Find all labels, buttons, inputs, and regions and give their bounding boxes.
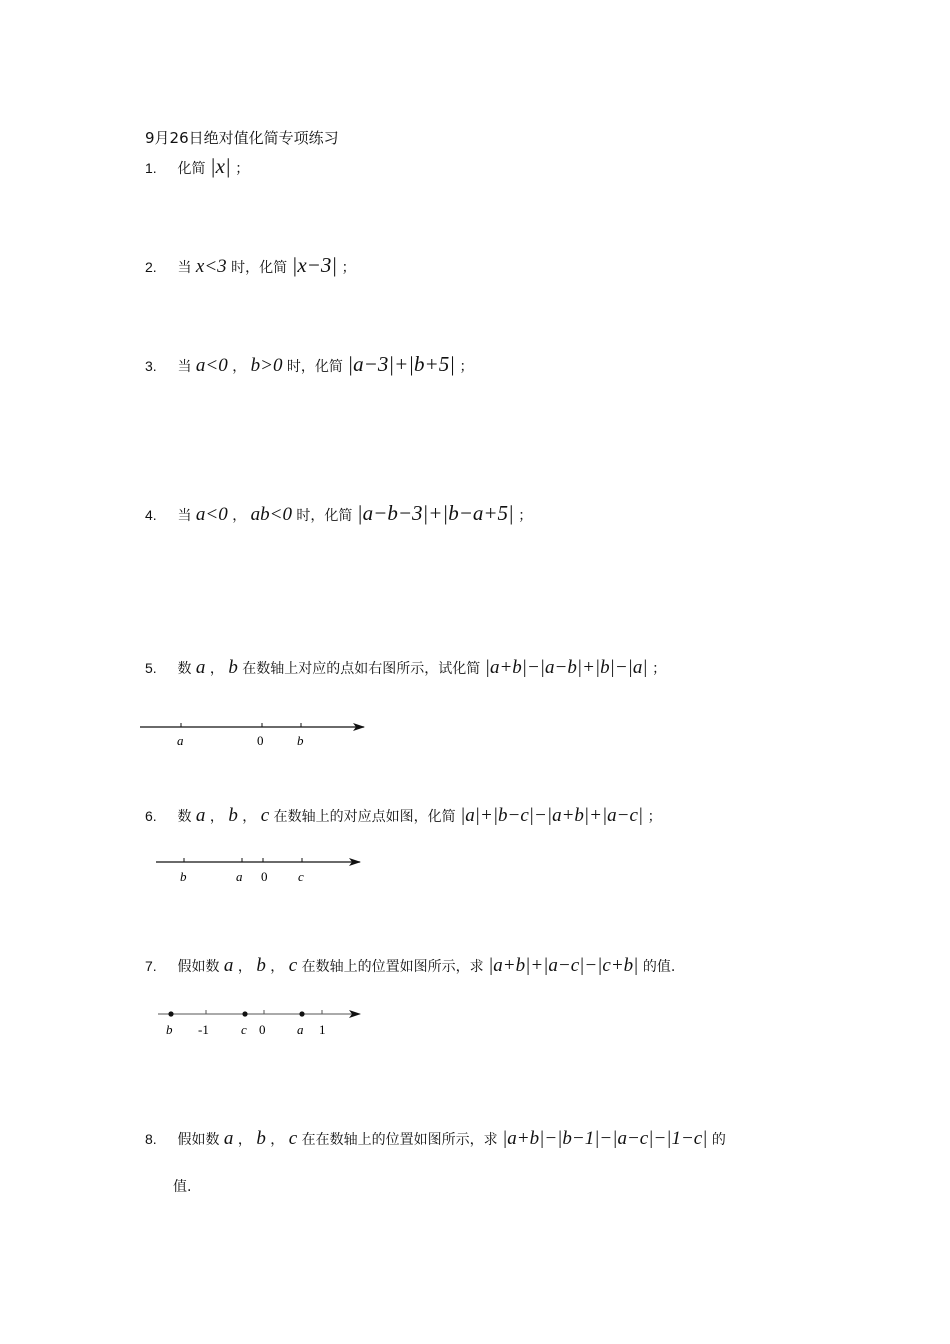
problem-number: 4.	[145, 507, 157, 523]
math-expression: c	[288, 1128, 298, 1149]
problem-text: ，	[270, 1132, 285, 1148]
problem-number: 7.	[145, 958, 157, 974]
math-expression: a	[195, 805, 206, 826]
problem-text: ，	[237, 1132, 252, 1148]
axis-label-a: a	[236, 869, 243, 884]
axis-label-zero: 0	[259, 1022, 266, 1037]
math-expression: |a|+|b−c|−|a+b|+|a−c|	[460, 805, 644, 826]
problem-text: 数	[177, 661, 192, 677]
problem-text: ，	[232, 359, 247, 375]
math-expression: c	[260, 805, 270, 826]
axis-label-c: c	[298, 869, 304, 884]
math-expression: |a−b−3|+|b−a+5|	[356, 501, 514, 525]
math-expression: |a+b|−|b−1|−|a−c|−|1−c|	[502, 1128, 708, 1149]
problem-text: ；	[652, 661, 667, 677]
axis-label-neg-one: -1	[198, 1022, 209, 1037]
math-expression: a<0	[195, 504, 228, 525]
number-line-5	[140, 723, 364, 748]
problem-text: ，	[209, 809, 224, 825]
worksheet-title: 9月26日绝对值化简专项练习	[145, 129, 339, 147]
problem-text: 数	[177, 809, 192, 825]
problem-text: 假如数	[177, 1132, 220, 1148]
math-expression: b	[256, 1128, 266, 1149]
axis-label-c: c	[241, 1022, 247, 1037]
problem-text: 在数轴上的位置如图所示，求	[301, 959, 484, 975]
problem-text: 当	[177, 508, 192, 524]
problem-text: 当	[177, 359, 192, 375]
axis-label-a: a	[177, 733, 184, 748]
math-expression: a	[223, 1128, 234, 1149]
problem-text: ，	[209, 661, 224, 677]
problem-text: 的值.	[642, 959, 676, 975]
problem-number: 2.	[145, 259, 157, 275]
point-c	[242, 1011, 247, 1016]
axis-label-one: 1	[319, 1022, 326, 1037]
problem-text: 时，化简	[296, 508, 353, 524]
problem-number: 5.	[145, 660, 157, 676]
number-line-7	[158, 1010, 360, 1037]
problem-text: 在数轴上的对应点如图，化简	[273, 809, 456, 825]
axis-label-b: b	[180, 869, 187, 884]
math-expression: |a+b|−|a−b|+|b|−|a|	[484, 657, 648, 678]
problem-number: 3.	[145, 358, 157, 374]
problem-text: ；	[647, 809, 662, 825]
axis-label-zero: 0	[257, 733, 264, 748]
problem-text: 在在数轴上的位置如图所示，求	[301, 1132, 498, 1148]
problem-text: ；	[235, 161, 250, 177]
problem-text: 在数轴上对应的点如右图所示，试化简	[242, 661, 481, 677]
problem-number: 6.	[145, 808, 157, 824]
math-expression: |a−3|+|b+5|	[347, 352, 455, 376]
number-line-6	[156, 858, 360, 884]
problem-text: ，	[270, 959, 285, 975]
math-expression: a	[195, 657, 206, 678]
math-expression: b	[256, 955, 266, 976]
problem-text: 时，化简	[286, 359, 343, 375]
math-expression: |x−3|	[291, 253, 338, 277]
problem-text: ，	[237, 959, 252, 975]
problem-text: ；	[341, 260, 356, 276]
math-expression: |x|	[209, 154, 231, 178]
axis-label-a: a	[297, 1022, 304, 1037]
problem-text: ；	[518, 508, 533, 524]
problem-text: 假如数	[177, 959, 220, 975]
math-expression: a	[223, 955, 234, 976]
axis-label-b: b	[297, 733, 304, 748]
math-expression: c	[288, 955, 298, 976]
point-a	[299, 1011, 304, 1016]
problem-number: 1.	[145, 160, 157, 176]
problem-number: 8.	[145, 1131, 157, 1147]
axis-label-b: b	[166, 1022, 173, 1037]
math-expression: a<0	[195, 355, 228, 376]
math-expression: ab<0	[250, 504, 292, 525]
problem-text: ，	[242, 809, 257, 825]
math-expression: x<3	[195, 256, 227, 277]
math-expression: b	[228, 657, 238, 678]
problem-text: ，	[232, 508, 247, 524]
problem-text: ；	[459, 359, 474, 375]
point-b	[168, 1011, 173, 1016]
math-expression: b	[228, 805, 238, 826]
problem-text: 当	[177, 260, 192, 276]
problem-text: 时，化简	[231, 260, 288, 276]
problem-8-continuation: 值.	[173, 1179, 192, 1195]
problem-text: 的	[711, 1132, 726, 1148]
math-expression: b>0	[250, 355, 283, 376]
axis-label-zero: 0	[261, 869, 268, 884]
problem-text: 化简	[177, 161, 206, 177]
math-expression: |a+b|+|a−c|−|c+b|	[488, 955, 639, 976]
